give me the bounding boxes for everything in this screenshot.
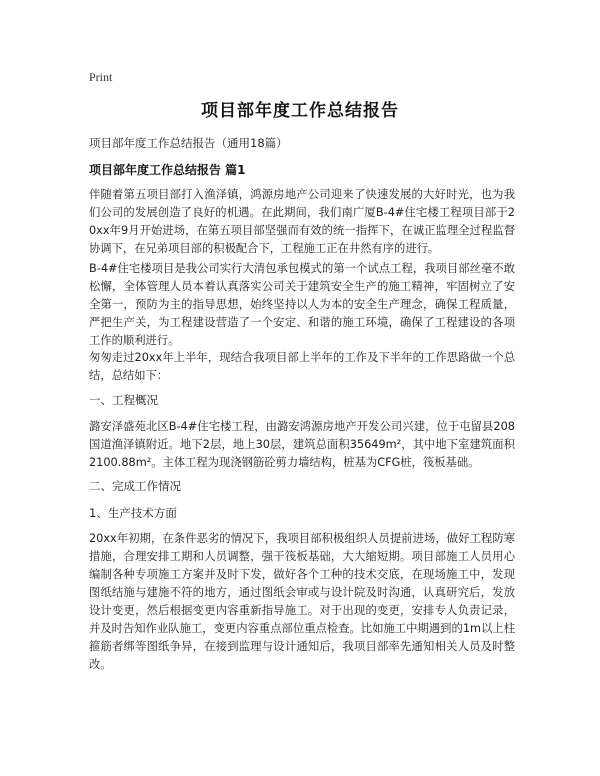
paragraph-1: 伴随着第五项目部打入渔泽镇，鸿源房地产公司迎来了快速发展的大好时光，也为我们公司的发展创造了良好的机遇。在此期间，我们南广厦B-4#住宅楼工程项目部于20xx年9月开始进场，在第五项目部坚强而有效的统一指挥下，在诚正监理全过程监督协调下，在兄弟项目部的积极配合下，工程施工正在井然有序的进行。 <box>89 188 515 255</box>
section-title: 项目部年度工作总结报告 篇1 <box>89 163 246 177</box>
document-title: 项目部年度工作总结报告 <box>201 101 399 121</box>
paragraph-3: 匆匆走过20xx年上半年，现结合我项目部上半年的工作及下半年的工作思路做一个总结，总结如下： <box>89 351 515 382</box>
document-subtitle: 项目部年度工作总结报告（通用18篇） <box>89 136 288 150</box>
heading-project-overview: 一、工程概况 <box>89 393 158 407</box>
paragraph-5: 20xx年初期，在条件恶劣的情况下，我项目部积极组织人员提前进场，做好工程防寒措施，合理安排工期和人员调整，强干筏板基础，大大缩短期。项目部施工人员用心编制各种专项施工方案并及时下发，做好各个工种的技术交底，在现场施工中，发现图纸结施与建施不符的地方，通过图纸会审或与设计院及时沟通，认真研究后，发放设计变更，然后根据变更内容重新指导施工。对于出现的变更，安排专人负责记录，并及时告知作业队施工，变更内容重点部位重点检查。比如施工中期遇到的1m以上柱箍筋者绑等图纸争异，在接到监理与设计通知后，我项目部率先通知相关人员及时整改。 <box>89 532 515 671</box>
print-label: Print <box>89 70 113 84</box>
paragraph-2: B-4#住宅楼项目是我公司实行大清包承包模式的第一个试点工程，我项目部丝毫不敢松懈，全体管理人员本着认真落实公司关于建筑安全生产的施工精神，牢固树立了安全第一，预防为主的指导思想，始终坚持以人为本的安全生产理念，确保工程质量，严把生产关，为工程建设营造了一个安定、和谐的施工环境，确保了工程建设的各项工作的顺利进行。 <box>89 262 515 347</box>
paragraph-4: 潞安泽盛苑北区B-4#住宅楼工程，由潞安鸿源房地产开发公司兴建，位于屯留县208国道渔泽镇附近。地下2层，地上30层，建筑总面积35649m²，其中地下室建筑面积2100.88m²。主体工程为现浇钢筋砼剪力墙结构，桩基为CFG桩，筏板基础。 <box>89 420 515 469</box>
heading-production-technology: 1、生产技术方面 <box>89 506 177 520</box>
heading-work-completed: 二、完成工作情况 <box>89 479 181 493</box>
